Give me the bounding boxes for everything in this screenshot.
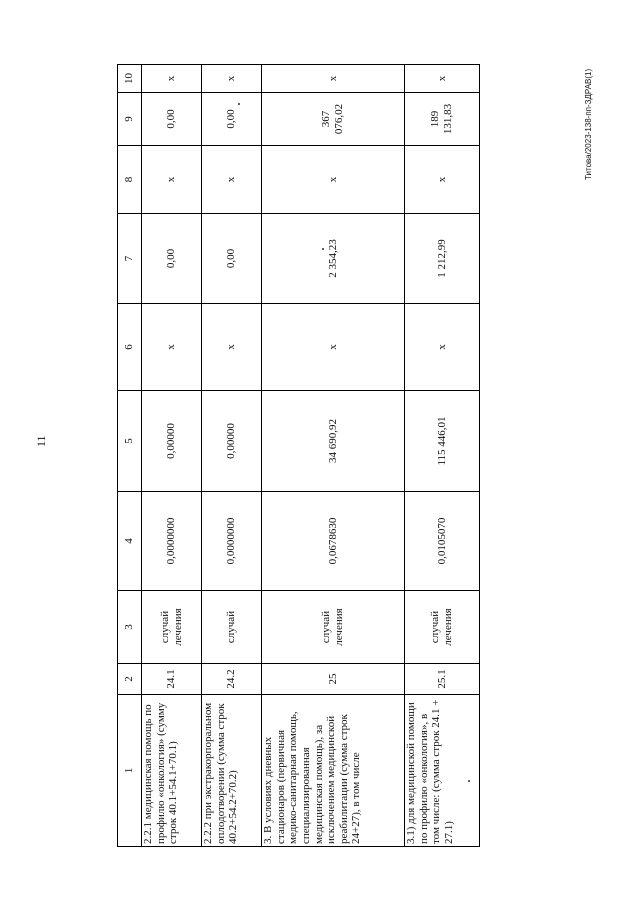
- header-cell: 7: [118, 214, 142, 304]
- value-cell: х: [202, 146, 262, 214]
- value-cell: 0,00: [202, 214, 262, 304]
- value-cell: х: [142, 65, 202, 93]
- value-cell: х: [405, 146, 480, 214]
- value-cell: 0,00000: [142, 391, 202, 492]
- data-table: [117, 65, 479, 847]
- value-cell: х: [405, 304, 480, 391]
- value-cell: 1 212,99: [405, 214, 480, 304]
- header-cell: 8: [118, 146, 142, 214]
- header-cell: 6: [118, 304, 142, 391]
- value-cell: 0,0000000: [202, 492, 262, 591]
- value-cell: х: [202, 304, 262, 391]
- value-cell: 0,00000: [202, 391, 262, 492]
- header-cell: 1: [118, 695, 142, 847]
- value-cell: 0,0678630: [262, 492, 405, 591]
- value-cell: 0,0000000: [142, 492, 202, 591]
- value-cell: х: [262, 146, 405, 214]
- value-cell: 34 690,92: [262, 391, 405, 492]
- table-row: [142, 65, 202, 847]
- tariff-table: [117, 64, 480, 847]
- table-header-row: [118, 65, 142, 847]
- unit-cell: случай лечения: [262, 591, 405, 664]
- scan-speck: [238, 103, 240, 105]
- value-cell: 0,00: [202, 93, 262, 146]
- value-cell: 115 446,01: [405, 391, 480, 492]
- table-row: [202, 65, 262, 847]
- scan-speck: [322, 248, 324, 250]
- row-description: 2.2.2 при экстракорпоральном оплодотворении (сумма строк 40.2+54.2+70.2): [202, 695, 262, 847]
- header-cell: 5: [118, 391, 142, 492]
- value-cell: 0,00: [142, 214, 202, 304]
- row-number: 25: [262, 664, 405, 695]
- unit-cell: случай: [202, 591, 262, 664]
- value-cell: х: [262, 304, 405, 391]
- value-cell: х: [142, 304, 202, 391]
- value-cell: х: [142, 146, 202, 214]
- unit-cell: случай лечения: [142, 591, 202, 664]
- value-cell: 189 131,83: [405, 93, 480, 146]
- value-cell: 2 354,23: [262, 214, 405, 304]
- header-cell: 9: [118, 93, 142, 146]
- row-number: 24.2: [202, 664, 262, 695]
- scan-speck: [468, 780, 470, 782]
- value-cell: 367 076,02: [262, 93, 405, 146]
- row-number: 25.1: [405, 664, 480, 695]
- row-description: 2.2.1 медицинская помощь по профилю «онкология» (сумму строк 40.1+54.1+70.1): [142, 695, 202, 847]
- document-id: Титова/2023-138-пп-ЗДРАВ(1): [584, 68, 593, 180]
- row-description: 3. В условиях дневных стационаров (первичная медико-санитарная помощь, специализированная медицинская помощь), за исключением медицинской реабилитации (сумма строк 24+27), в том числе: [262, 695, 405, 847]
- header-cell: 3: [118, 591, 142, 664]
- table-row: [405, 65, 480, 847]
- value-cell: х: [405, 65, 480, 93]
- row-number: 24.1: [142, 664, 202, 695]
- row-description: 3.1) для медицинской помощи по профилю «онкология», в том числе: (сумма строк 24.1 + 27.1): [405, 695, 480, 847]
- value-cell: 0,0105070: [405, 492, 480, 591]
- header-cell: 10: [118, 65, 142, 93]
- unit-cell: случай лечения: [405, 591, 480, 664]
- table-row: [262, 65, 405, 847]
- header-cell: 4: [118, 492, 142, 591]
- value-cell: х: [262, 65, 405, 93]
- header-cell: 2: [118, 664, 142, 695]
- value-cell: 0,00: [142, 93, 202, 146]
- page-number: 11: [34, 435, 48, 447]
- value-cell: х: [202, 65, 262, 93]
